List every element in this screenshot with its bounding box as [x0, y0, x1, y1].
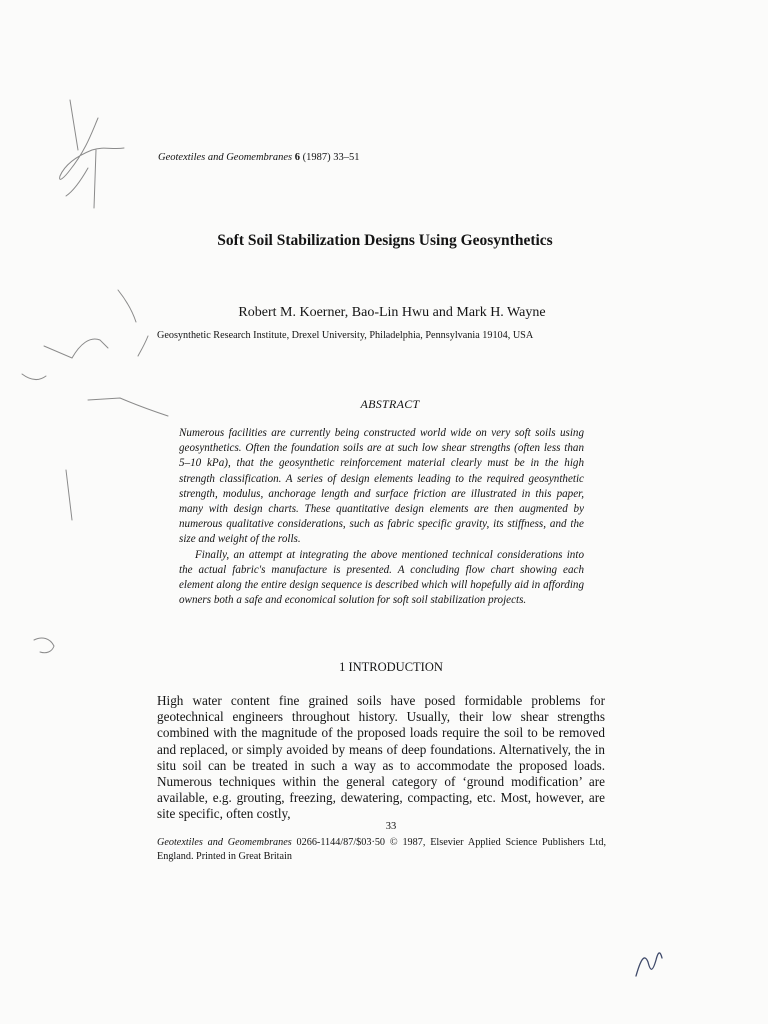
paper-authors: Robert M. Koerner, Bao-Lin Hwu and Mark H. Wayne [238, 305, 546, 320]
signature-scribble [60, 100, 124, 208]
introduction-heading: 1 INTRODUCTION [339, 660, 443, 674]
introduction-text: High water content fine grained soils have posed formidable problems for geotechnical engineers throughout history. Usually, their low shear strengths combined with the magnitude of the proposed loads require the soil to be removed and replaced, or simply avoided by means of deep foundations. Alternatively, the in situ soil can be treated in such a way as to accommodate the proposed loads. Numerous techniques within the general category of ‘ground modification’ are available, e.g. grouting, freezing, dewatering, compacting, etc. Most, however, are site specific, often costly, [157, 693, 605, 822]
page-number: 33 [385, 821, 397, 832]
abstract-paragraph: Numerous facilities are currently being constructed world wide on very soft soils using geosynthetics. Often the foundation soils are at such low shear strengths (often less than 5–10 kPa), that the geosynthetic reinforcement material clearly must be in the high strength classification. A series of design elements leading to the required geosynthetic strength, modulus, anchorage length and surface friction are illustrated in this paper, many with design charts. These quantitative design elements are then augmented by numerous qualitative considerations, such as fabric specific gravity, its stiffness, and the size and weight of the rolls. [179, 427, 584, 546]
copyright-footer [157, 836, 606, 863]
footer-journal: Geotextiles and Geomembranes [157, 837, 292, 848]
author-affiliation: Geosynthetic Research Institute, Drexel University, Philadelphia, Pennsylvania 19104, USA [157, 330, 534, 341]
journal-name: Geotextiles and Geomembranes [158, 152, 293, 163]
pencil-stroke-1 [118, 290, 148, 356]
journal-volume: 6 [294, 152, 301, 163]
abstract-body [179, 426, 584, 608]
pencil-stroke-6 [66, 470, 72, 520]
ink-check-mark [636, 953, 662, 976]
journal-year-pages: (1987) 33–51 [302, 152, 360, 163]
paper-title: Soft Soil Stabilization Designs Using Geosynthetics [217, 232, 553, 249]
pencil-stroke-5 [34, 638, 54, 653]
journal-header [158, 152, 360, 163]
abstract-paragraph: Finally, an attempt at integrating the above mentioned technical considerations into the actual fabric's manufacture is presented. A concluding flow chart showing each element along the entire design sequence is described which will hopefully aid in affording owners both a safe and economical solution for soft soil stabilization projects. [179, 548, 584, 607]
footer-issn-copyright: 0266-1144/87/$03·50 © 1987, Elsevier Applied Science Publishers Ltd, England. Printed in Great Britain [157, 837, 606, 862]
pencil-stroke-3 [22, 374, 46, 380]
abstract-heading: ABSTRACT [360, 397, 420, 411]
pencil-stroke-2 [44, 339, 108, 358]
